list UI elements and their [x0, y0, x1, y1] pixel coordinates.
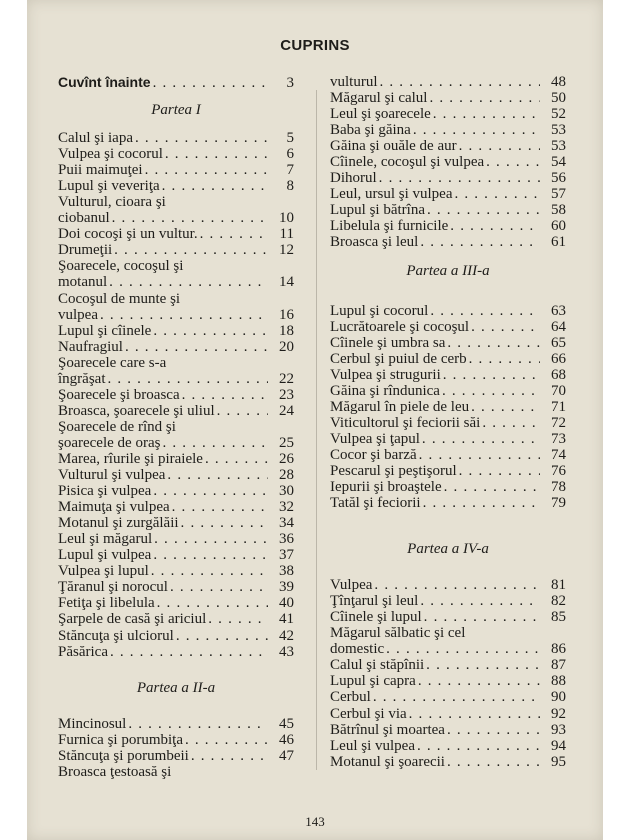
toc-entry-page: 36: [279, 531, 294, 548]
toc-entry: [58, 258, 294, 274]
toc-entry: [58, 563, 294, 579]
dot-leader: [112, 210, 268, 226]
toc-entry-page: 52: [551, 106, 566, 123]
toc-entry-page: 78: [551, 479, 566, 496]
toc-entry-title: Lupul şi bătrîna: [330, 202, 425, 219]
dot-leader: [459, 138, 540, 154]
toc-list-part-2-continued: [330, 74, 566, 251]
toc-entry: [330, 673, 566, 689]
dot-leader: [386, 641, 540, 657]
toc-entry-page: 16: [279, 306, 294, 323]
toc-entry-title: Furnica şi porumbiţa: [58, 731, 183, 748]
toc-entry-title: Drumeţii: [58, 242, 113, 259]
dot-leader: [373, 689, 540, 705]
dot-leader: [427, 202, 540, 218]
dot-leader: [162, 435, 268, 451]
dot-leader: [125, 339, 268, 355]
dot-leader: [107, 371, 268, 387]
toc-entry-page: 34: [279, 515, 294, 532]
toc-entry: [330, 738, 566, 754]
toc-entry-page: 11: [279, 226, 294, 243]
toc-entry: [58, 628, 294, 644]
dot-leader: [135, 130, 268, 146]
toc-entry-title: vulpea: [58, 306, 98, 323]
toc-entry-title: Şoarecele şi broasca: [58, 386, 180, 403]
toc-entry-title: Leul şi măgarul: [58, 531, 153, 548]
toc-entry-title: Cuvînt înainte: [58, 74, 151, 90]
dot-leader: [162, 178, 268, 194]
toc-entry: [330, 319, 566, 335]
dot-leader: [153, 323, 268, 339]
dot-leader: [153, 547, 268, 563]
toc-entry-title: Marea, rîurile şi piraiele: [58, 450, 203, 467]
page-number: 143: [305, 814, 325, 829]
toc-entry-title: Găina şi rîndunica: [330, 382, 440, 399]
toc-entry-title: Vulturul şi vulpea: [58, 467, 166, 484]
toc-entry: [58, 339, 294, 355]
toc-entry-title: Vulpea şi ţapul: [330, 430, 420, 447]
toc-entry: [330, 706, 566, 722]
toc-entry: [58, 210, 294, 226]
toc-entry: [330, 722, 566, 738]
toc-entry-title: Vulpea: [330, 577, 373, 594]
toc-entry: [58, 531, 294, 547]
toc-entry-page: 46: [279, 731, 294, 748]
toc-entry-page: 42: [279, 627, 294, 644]
toc-entry-title: motanul: [58, 274, 108, 291]
toc-entry-title: Leul şi şoarecele: [330, 106, 431, 123]
toc-entry-title: Măgarul şi calul: [330, 90, 428, 107]
toc-entry-title: Ţînţarul şi leul: [330, 593, 419, 610]
dot-leader: [426, 657, 540, 673]
toc-entry-page: 28: [279, 467, 294, 484]
toc-entry-page: 10: [279, 210, 294, 227]
section-heading-part-4: Partea a IV-a: [407, 541, 489, 558]
toc-list-part-2: [58, 716, 294, 780]
toc-list-part-4: [330, 577, 566, 770]
toc-entry-page: 3: [286, 75, 294, 91]
toc-entry: [58, 371, 294, 387]
toc-entry: [58, 419, 294, 435]
dot-leader: [459, 463, 540, 479]
toc-entry-title: Cîinele şi umbra sa: [330, 334, 446, 351]
toc-entry-title: Calul şi stăpînii: [330, 657, 425, 674]
toc-entry-page: 41: [279, 611, 294, 628]
page-title: CUPRINS: [280, 37, 350, 54]
dot-leader: [420, 593, 540, 609]
toc-entry-page: 26: [279, 450, 294, 467]
dot-leader: [447, 335, 540, 351]
toc-entry: [330, 577, 566, 593]
dot-leader: [419, 447, 540, 463]
toc-entry-title: Tatăl şi feciorii: [330, 495, 421, 512]
toc-entry-page: 93: [551, 721, 566, 738]
dot-leader: [154, 531, 268, 547]
toc-entry-title: Lupul şi veveriţa: [58, 178, 160, 195]
dot-leader: [417, 738, 540, 754]
toc-entry-page: 79: [551, 495, 566, 512]
toc-entry: [330, 463, 566, 479]
toc-entry: [330, 335, 566, 351]
toc-entry: [58, 291, 294, 307]
dot-leader: [145, 162, 268, 178]
toc-entry-title: Libelula şi furnicile: [330, 218, 449, 235]
toc-entry-title: Maimuţa şi vulpea: [58, 499, 170, 516]
toc-entry-page: 94: [551, 737, 566, 754]
toc-entry-title: Lupul şi cocorul: [330, 302, 429, 319]
toc-entry: [330, 689, 566, 705]
toc-entry-page: 38: [279, 563, 294, 580]
dot-leader: [429, 90, 540, 106]
toc-entry: [330, 399, 566, 415]
toc-entry: [330, 593, 566, 609]
dot-leader: [217, 403, 268, 419]
toc-entry: [330, 154, 566, 170]
toc-entry-page: 7: [286, 162, 294, 179]
toc-entry-title: Cîinele, cocoşul şi vulpea: [330, 154, 485, 171]
toc-entry: [330, 657, 566, 673]
toc-entry: [58, 499, 294, 515]
dot-leader: [185, 732, 268, 748]
toc-entry-page: 14: [279, 274, 294, 291]
toc-entry: [330, 609, 566, 625]
dot-leader: [205, 451, 268, 467]
toc-entry-page: 92: [551, 705, 566, 722]
toc-entry-page: 63: [551, 302, 566, 319]
dot-leader: [442, 383, 540, 399]
toc-entry: [58, 547, 294, 563]
toc-entry-title: Cerbul: [330, 689, 371, 706]
toc-entry-title: Leul şi vulpea: [330, 737, 415, 754]
toc-entry-page: 5: [286, 130, 294, 147]
toc-entry-page: 50: [551, 90, 566, 107]
toc-entry-title: Stăncuţa şi porumbeii: [58, 747, 189, 764]
toc-entry: [330, 479, 566, 495]
dot-leader: [482, 415, 540, 431]
toc-entry: [58, 483, 294, 499]
toc-entry-page: 65: [551, 334, 566, 351]
toc-entry: [58, 515, 294, 531]
toc-entry-page: 72: [551, 414, 566, 431]
toc-entry-page: 22: [279, 370, 294, 387]
toc-entry-title: Broasca ţestoasă şi: [58, 763, 172, 780]
toc-entry: [58, 307, 294, 323]
toc-entry-page: 23: [279, 386, 294, 403]
toc-entry-title: Şoarecele, cocoşul şi: [58, 258, 184, 275]
toc-entry-title: Şoarecele care s-a: [58, 354, 167, 371]
toc-entry-title: Calul şi iapa: [58, 130, 133, 147]
toc-entry: [58, 644, 294, 660]
dot-leader: [447, 722, 540, 738]
dot-leader: [433, 106, 540, 122]
toc-entry-title: Lupul şi capra: [330, 673, 416, 690]
toc-entry-title: Cerbul şi via: [330, 705, 407, 722]
dot-leader: [100, 307, 268, 323]
dot-leader: [430, 303, 540, 319]
toc-entry: [58, 595, 294, 611]
dot-leader: [379, 170, 540, 186]
toc-entry-title: Lupul şi vulpea: [58, 547, 152, 564]
toc-entry-page: 6: [286, 146, 294, 163]
toc-entry: [58, 451, 294, 467]
dot-leader: [454, 186, 540, 202]
toc-entry-page: 24: [279, 402, 294, 419]
toc-entry: [58, 764, 294, 780]
dot-leader: [447, 754, 540, 770]
dot-leader: [423, 495, 540, 511]
dot-leader: [165, 146, 268, 162]
dot-leader: [418, 673, 540, 689]
toc-entry-title: Puii maimuţei: [58, 162, 143, 179]
dot-leader: [486, 154, 540, 170]
toc-entry-page: 20: [279, 338, 294, 355]
toc-entry-title: Vulturul, cioara şi: [58, 194, 166, 211]
toc-entry-title: Broasca, şoarecele şi uliul: [58, 402, 215, 419]
toc-entry-page: 32: [279, 499, 294, 516]
dot-leader: [110, 644, 268, 660]
toc-entry-title: Bătrînul şi moartea: [330, 721, 445, 738]
toc-entry: [330, 170, 566, 186]
toc-entry-page: 64: [551, 318, 566, 335]
toc-entry-title: Motanul şi şoarecii: [330, 753, 445, 770]
toc-entry: [330, 431, 566, 447]
toc-entry-title: Cocor şi barză: [330, 446, 417, 463]
dot-leader: [191, 748, 268, 764]
dot-leader: [182, 387, 268, 403]
dot-leader: [471, 319, 540, 335]
dot-leader: [450, 218, 540, 234]
dot-leader: [128, 716, 268, 732]
toc-entry: [58, 146, 294, 162]
toc-list-part-1: [58, 130, 294, 660]
toc-entry-page: 95: [551, 753, 566, 770]
toc-entry-page: 53: [551, 138, 566, 155]
toc-entry: [330, 351, 566, 367]
toc-entry: [58, 226, 294, 242]
dot-leader: [471, 399, 540, 415]
toc-entry-page: 56: [551, 170, 566, 187]
toc-entry-title: Doi cocoşi şi un vultur.: [58, 226, 198, 243]
toc-entry: [58, 435, 294, 451]
toc-entry-title: Lupul şi cîinele: [58, 322, 152, 339]
toc-entry: [330, 90, 566, 106]
toc-entry-page: 87: [551, 657, 566, 674]
toc-entry-title: Cîinele şi lupul: [330, 609, 422, 626]
dot-leader: [409, 706, 540, 722]
toc-entry: [330, 383, 566, 399]
toc-entry-title: Ţăranul şi norocul: [58, 579, 168, 596]
dot-leader: [208, 611, 268, 627]
toc-entry-page: 45: [279, 715, 294, 732]
dot-leader: [469, 351, 540, 367]
dot-leader: [413, 122, 540, 138]
dot-leader: [157, 595, 268, 611]
toc-entry-page: 85: [551, 609, 566, 626]
toc-entry-page: 12: [279, 242, 294, 259]
toc-entry: [330, 303, 566, 319]
toc-entry: [330, 447, 566, 463]
toc-entry-title: Vulpea şi lupul: [58, 563, 149, 580]
section-heading-part-3: Partea a III-a: [406, 262, 490, 279]
toc-entry: [58, 274, 294, 290]
toc-entry-page: 76: [551, 462, 566, 479]
toc-entry-page: 57: [551, 186, 566, 203]
dot-leader: [114, 242, 268, 258]
toc-entry: [58, 611, 294, 627]
dot-leader: [170, 579, 268, 595]
toc-entry-title: Găina şi ouăle de aur: [330, 138, 457, 155]
toc-entry-title: Mincinosul: [58, 715, 127, 732]
toc-entry: [58, 732, 294, 748]
toc-entry-page: 71: [551, 398, 566, 415]
section-heading-part-1: Partea I: [151, 102, 201, 119]
toc-entry-title: domestic: [330, 641, 385, 658]
dot-leader: [151, 563, 268, 579]
toc-entry: [330, 415, 566, 431]
toc-entry-title: Lucrătoarele şi cocoşul: [330, 318, 470, 335]
toc-entry-page: 8: [286, 178, 294, 195]
toc-entry: [58, 162, 294, 178]
toc-entry: [58, 467, 294, 483]
toc-column-left: [58, 74, 294, 780]
toc-entry-page: 40: [279, 595, 294, 612]
dot-leader: [424, 609, 540, 625]
toc-entry-page: 48: [551, 74, 566, 90]
toc-entry-page: 68: [551, 366, 566, 383]
toc-entry-title: Leul, ursul şi vulpea: [330, 186, 453, 203]
toc-entry: [330, 754, 566, 770]
toc-entry-title: Baba şi găina: [330, 122, 411, 139]
toc-entry-title: ciobanul: [58, 210, 110, 227]
toc-entry-title: Dihorul: [330, 170, 377, 187]
dot-leader: [172, 499, 268, 515]
toc-entry-page: 90: [551, 689, 566, 706]
toc-entry: [330, 625, 566, 641]
dot-leader: [167, 467, 268, 483]
toc-entry-page: 82: [551, 593, 566, 610]
dot-leader: [380, 74, 541, 90]
toc-entry: [58, 194, 294, 210]
toc-entry-title: îngrăşat: [58, 370, 106, 387]
toc-entry-page: 18: [279, 322, 294, 339]
toc-entry: [58, 403, 294, 419]
toc-entry: [330, 202, 566, 218]
toc-entry-intro: [58, 74, 294, 90]
toc-entry-title: Măgarul sălbatic şi cel: [330, 625, 466, 642]
toc-entry-page: 37: [279, 547, 294, 564]
dot-leader: [443, 367, 540, 383]
toc-entry: [58, 130, 294, 146]
toc-entry: [330, 234, 566, 250]
dot-leader: [181, 515, 268, 531]
toc-entry-title: Cocoşul de munte şi: [58, 290, 181, 307]
toc-entry-page: 25: [279, 434, 294, 451]
toc-entry: [330, 122, 566, 138]
toc-entry-page: 74: [551, 446, 566, 463]
toc-entry-title: Motanul şi zurgălăii: [58, 515, 179, 532]
toc-entry: [58, 323, 294, 339]
toc-list-part-3: [330, 303, 566, 512]
toc-entry-title: Iepurii şi broaştele: [330, 479, 442, 496]
toc-column-right: [330, 74, 566, 770]
toc-entry: [330, 74, 566, 90]
toc-entry-page: 53: [551, 122, 566, 139]
toc-entry: [330, 186, 566, 202]
dot-leader: [153, 75, 268, 91]
toc-entry: [58, 355, 294, 371]
toc-entry-title: Pisica şi vulpea: [58, 483, 152, 500]
toc-entry: [58, 579, 294, 595]
dot-leader: [374, 577, 540, 593]
toc-entry: [330, 106, 566, 122]
column-divider: [316, 90, 317, 770]
toc-entry-title: Broasca şi leul: [330, 234, 419, 251]
toc-entry-page: 30: [279, 483, 294, 500]
toc-entry-title: Şoarecele de rînd şi: [58, 418, 176, 435]
toc-entry-title: Stăncuţa şi ulciorul: [58, 627, 174, 644]
toc-entry-page: 60: [551, 218, 566, 235]
toc-entry-title: Pescarul şi peştişorul: [330, 462, 457, 479]
toc-entry-page: 66: [551, 350, 566, 367]
toc-entry-title: Fetiţa şi libelula: [58, 595, 155, 612]
toc-entry-title: Măgarul în piele de leu: [330, 398, 470, 415]
toc-entry-page: 73: [551, 430, 566, 447]
toc-entry-title: Viticultorul şi feciorii săi: [330, 414, 481, 431]
toc-entry-page: 70: [551, 382, 566, 399]
toc-entry: [58, 242, 294, 258]
toc-entry-page: 39: [279, 579, 294, 596]
toc-entry: [330, 495, 566, 511]
toc-entry-title: Păsărica: [58, 643, 108, 660]
dot-leader: [109, 274, 268, 290]
toc-entry-page: 88: [551, 673, 566, 690]
toc-entry: [330, 641, 566, 657]
toc-entry-title: vulturul: [330, 74, 378, 90]
toc-entry: [58, 748, 294, 764]
toc-entry-page: 81: [551, 577, 566, 594]
dot-leader: [176, 628, 268, 644]
toc-entry-page: 58: [551, 202, 566, 219]
toc-entry-title: Naufragiul: [58, 338, 123, 355]
toc-entry-page: 61: [551, 234, 566, 251]
toc-entry: [58, 387, 294, 403]
toc-entry: [58, 716, 294, 732]
dot-leader: [444, 479, 540, 495]
toc-entry: [330, 218, 566, 234]
toc-entry-title: şoarecele de oraş: [58, 434, 161, 451]
dot-leader: [153, 483, 268, 499]
toc-entry-title: Vulpea şi cocorul: [58, 146, 163, 163]
dot-leader: [200, 226, 268, 242]
toc-entry-title: Vulpea şi strugurii: [330, 366, 441, 383]
toc-entry-page: 43: [279, 643, 294, 660]
toc-entry-page: 86: [551, 641, 566, 658]
toc-entry: [330, 367, 566, 383]
toc-entry-page: 47: [279, 747, 294, 764]
dot-leader: [422, 431, 540, 447]
toc-entry: [330, 138, 566, 154]
dot-leader: [420, 234, 540, 250]
toc-entry-title: Cerbul şi puiul de cerb: [330, 350, 467, 367]
toc-entry-title: Şarpele de casă şi ariciul: [58, 611, 207, 628]
toc-entry-page: 54: [551, 154, 566, 171]
toc-entry: [58, 178, 294, 194]
book-page: [27, 0, 603, 840]
section-heading-part-2: Partea a II-a: [136, 679, 216, 696]
